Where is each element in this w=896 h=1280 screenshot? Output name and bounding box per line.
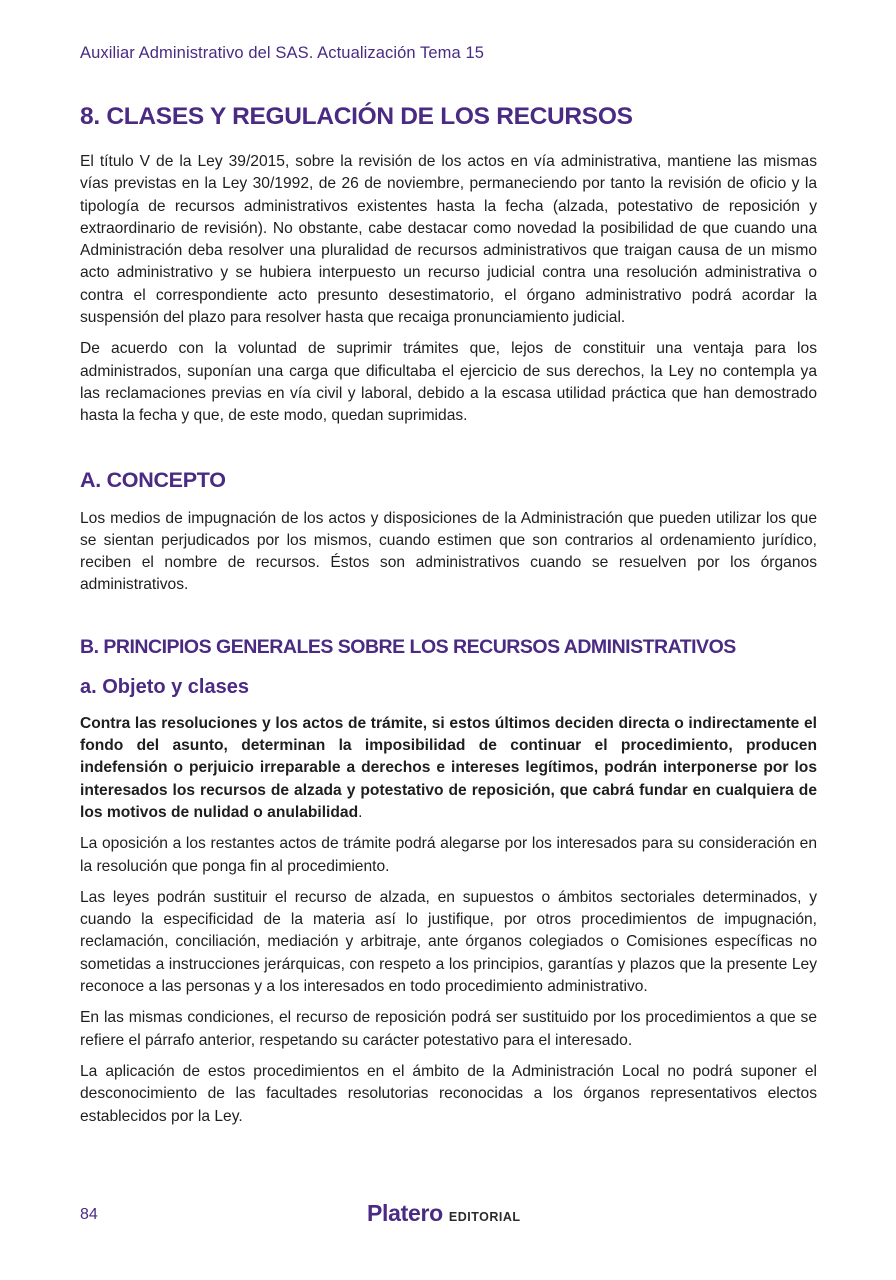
principios-paragraph-3: En las mismas condiciones, el recurso de reposición podrá ser sustituido por los procedimientos a que se refiere el párrafo anterior, respetando su carácter potestativo para el interesado.	[80, 1009, 817, 1049]
objeto-subheading: a. Objeto y clases	[80, 675, 249, 698]
principios-paragraph-2: Las leyes podrán sustituir el recurso de alzada, en supuestos o ámbitos sectoriales determinados, y cuando la especificidad de la materia así lo justifique, por otros procedimientos de impugnación, reclamación, conciliación, mediación y arbitraje, ante órganos colegiados o Comisiones específicas no sometidas a instrucciones jerárquicas, con respeto a los principios, garantías y plazos que la presente Ley reconoce a las personas y a los interesados en todo procedimiento administrativo.	[80, 888, 817, 996]
principios-paragraph-4: La aplicación de estos procedimientos en el ámbito de la Administración Local no podrá suponer el desconocimiento de las facultades resolutorias reconocidas a los órganos representativos electos establecidos por la Ley.	[80, 1062, 817, 1125]
document-page	[80, 0, 817, 1280]
principios-paragraph-1: La oposición a los restantes actos de trámite podrá alegarse por los interesados para su consideración en la resolución que ponga fin al procedimiento.	[80, 835, 817, 875]
bold-paragraph-end: .	[358, 803, 363, 821]
running-header: Auxiliar Administrativo del SAS. Actualización Tema 15	[80, 44, 485, 62]
bold-paragraph-text: Contra las resoluciones y los actos de trámite, si estos últimos deciden directa o indirectamente el fondo del asunto, determinan la imposibilidad de continuar el procedimiento, producen indefensión o perjuicio irreparable a derechos e intereses legítimos, podrán interponerse por los interesados los recursos de alzada y potestativo de reposición, que cabrá fundar en cualquiera de los motivos de nulidad o anulabilidad	[80, 714, 817, 821]
page-number: 84	[80, 1206, 98, 1223]
section-title: 8. CLASES Y REGULACIÓN DE LOS RECURSOS	[80, 103, 633, 130]
principios-heading: B. PRINCIPIOS GENERALES SOBRE LOS RECURSOS ADMINISTRATIVOS	[80, 635, 736, 658]
intro-paragraph-1: El título V de la Ley 39/2015, sobre la revisión de los actos en vía administrativa, mantiene las mismas vías previstas en la Ley 30/1992, de 26 de noviembre, permaneciendo por tanto la revisión de oficio y la tipología de recursos administrativos existentes hasta la fecha (alzada, potestativo de reposición y extraordinario de revisión). No obstante, cabe destacar como novedad la posibilidad de que cuando una Administración deba resolver una pluralidad de recursos administrativos que traigan causa de un mismo acto administrativo y se hubiera interpuesto un recurso judicial contra una resolución administrativa o contra el correspondiente acto presunto desestimatorio, el órgano administrativo podrá acordar la suspensión del plazo para resolver hasta que recaiga pronunciamiento judicial.	[80, 153, 817, 327]
concepto-paragraph: Los medios de impugnación de los actos y disposiciones de la Administración que pueden utilizar los que se sientan perjudicados por los mismos, cuando estimen que son contrarios al ordenamiento jurídico, reciben el nombre de recursos. Éstos son administrativos cuando se resuelven por los órganos administrativos.	[80, 509, 817, 594]
main-content	[80, 101, 817, 1137]
brand-name: Platero	[367, 1200, 443, 1226]
intro-paragraph-2: De acuerdo con la voluntad de suprimir trámites que, lejos de constituir una ventaja para los administrados, suponían una carga que dificultaba el ejercicio de sus derechos, la Ley no contempla ya las reclamaciones previas en vía civil y laboral, debido a la escasa utilidad práctica que han demostrado hasta la fecha y que, de este modo, quedan suprimidas.	[80, 340, 817, 425]
publisher-logo	[367, 1200, 521, 1227]
brand-sub: EDITORIAL	[448, 1210, 521, 1224]
bold-paragraph	[80, 713, 817, 824]
concepto-heading: A. CONCEPTO	[80, 467, 226, 492]
